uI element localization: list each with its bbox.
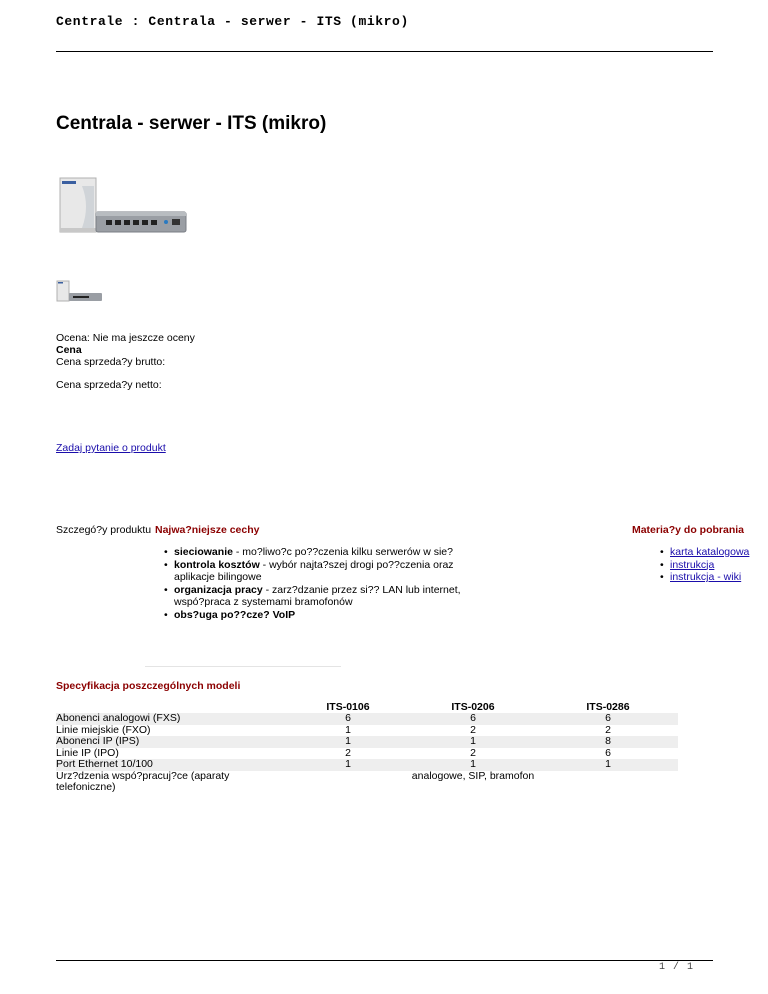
- tab-downloads[interactable]: Materia?y do pobrania: [631, 524, 744, 536]
- table-row: [56, 736, 678, 748]
- cell: 1: [288, 736, 408, 748]
- cell: 1: [538, 759, 678, 771]
- ask-question-link[interactable]: Zadaj pytanie o produkt: [56, 442, 166, 454]
- table-row: [56, 713, 678, 725]
- feature-item: • organizacja pracy - zarz?dzanie przez si?? LAN lub internet, wspó?praca z systemami bramofonów: [164, 584, 484, 609]
- row-label: Linie IP (IPO): [56, 746, 119, 759]
- cell: 8: [538, 736, 678, 748]
- price-heading: Cena: [56, 344, 82, 356]
- model-header: ITS-0286: [586, 701, 630, 713]
- cell: 1: [345, 723, 351, 736]
- page-number: 1 / 1: [658, 962, 694, 973]
- download-item-manual[interactable]: [660, 559, 749, 572]
- cell: 1: [408, 759, 538, 771]
- row-label: Port Ethernet 10/100: [56, 759, 288, 771]
- table-row: [56, 771, 678, 794]
- tab-key-features[interactable]: Najwa?niejsze cechy: [155, 524, 260, 536]
- product-thumbnail[interactable]: [56, 279, 104, 303]
- download-link[interactable]: karta katalogowa: [670, 546, 750, 558]
- row-label: Abonenci analogowi (FXS): [56, 713, 288, 725]
- product-title: Centrala - serwer - ITS (mikro): [56, 113, 327, 134]
- cell: [538, 771, 678, 794]
- feature-list: [164, 546, 484, 621]
- download-list: [660, 546, 749, 584]
- spec-title: Specyfikacja poszczególnych modeli: [56, 680, 241, 692]
- cell: 1: [288, 759, 408, 771]
- feature-item: • obs?uga po??cze? VoIP: [164, 609, 484, 622]
- row-label: Linie miejskie (FXO): [56, 723, 151, 736]
- cell: 6: [605, 746, 611, 759]
- model-header: ITS-0106: [326, 701, 370, 713]
- feature-item: • kontrola kosztów - wybór najta?szej drogi po??czenia oraz aplikacje bilingowe: [164, 559, 484, 584]
- cell: 6: [538, 713, 678, 725]
- feature-item: • sieciowanie - mo?liwo?c po??czenia kilku serwerów w sie?: [164, 546, 484, 559]
- cell: [288, 771, 408, 794]
- download-item-catalog[interactable]: [660, 546, 749, 559]
- cell: analogowe, SIP, bramofon: [411, 769, 535, 782]
- cell: 6: [288, 713, 408, 725]
- cell: 2: [605, 723, 611, 736]
- net-price-label: Cena sprzeda?y netto:: [56, 379, 162, 391]
- model-header: ITS-0206: [451, 701, 495, 713]
- download-link[interactable]: instrukcja: [670, 558, 715, 571]
- row-label: Abonenci IP (IPS): [56, 736, 288, 748]
- section-divider: [145, 666, 341, 667]
- table-row: [56, 759, 678, 771]
- page-header-title: Centrale : Centrala - serwer - ITS (mikro): [56, 14, 409, 29]
- download-link[interactable]: instrukcja - wiki: [670, 571, 742, 583]
- cell: 2: [345, 746, 351, 759]
- product-image: [56, 176, 190, 236]
- cell: 2: [470, 723, 476, 736]
- row-label: Urz?dzenia wspó?pracuj?ce (aparaty telefoniczne): [56, 769, 230, 793]
- cell: 2: [470, 746, 476, 759]
- rating-text: Ocena: Nie ma jeszcze oceny: [56, 332, 195, 344]
- download-item-wiki[interactable]: [660, 571, 749, 584]
- header-divider: [56, 51, 713, 52]
- cell: 6: [408, 713, 538, 725]
- cell: 1: [408, 736, 538, 748]
- footer-divider: [56, 960, 713, 961]
- spec-table: [56, 702, 678, 794]
- tab-product-details[interactable]: Szczegó?y produktu: [56, 524, 152, 536]
- table-row: [56, 725, 678, 737]
- gross-price-label: Cena sprzeda?y brutto:: [56, 356, 166, 368]
